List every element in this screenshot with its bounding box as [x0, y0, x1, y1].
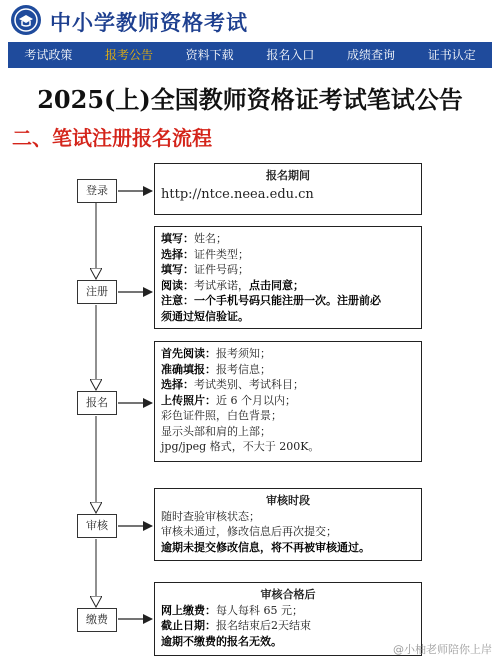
site-title: 中小学教师资格考试 — [50, 11, 248, 35]
review-warning: 逾期未提交修改信息，将不再被审核通过。 — [161, 540, 370, 554]
watermark: @小柚老师陪你上岸 — [393, 643, 492, 656]
section-title: 二、笔试注册报名流程 — [12, 126, 212, 150]
registration-url: http://ntce.neea.edu.cn — [161, 186, 314, 202]
payment-title: 审核合格后 — [260, 588, 316, 601]
nav-item-registration[interactable]: 报名入口 — [266, 48, 315, 62]
info-box-apply — [154, 341, 422, 462]
payment-warning: 逾期不缴费的报名无效。 — [161, 634, 282, 648]
payment-line: 网上缴费：每人每科 65 元； — [161, 603, 303, 617]
apply-line: 上传照片：近 6 个月以内； — [161, 393, 296, 407]
review-line: 审核未通过，修改信息后再次提交； — [161, 525, 337, 538]
apply-line: 准确填报：报考信息； — [161, 362, 271, 376]
info-box-register — [154, 226, 422, 329]
apply-line: 显示头部和肩的上部； — [161, 424, 271, 438]
register-line: 选择：证件类型； — [161, 247, 249, 261]
info-box-review — [154, 488, 422, 561]
register-note: 注意：一个手机号码只能注册一次。注册前必 — [161, 294, 381, 307]
page-title: 2025(上)全国教师资格证考试笔试公告 — [37, 85, 463, 114]
register-line: 阅读：考试承诺，点击同意； — [161, 278, 304, 292]
apply-line: jpg/jpeg 格式，不大于 200K。 — [161, 440, 320, 453]
review-line: 随时查验审核状态； — [161, 509, 260, 523]
step-payment: 缴费 — [77, 608, 117, 632]
info-box-login — [154, 163, 422, 215]
horizontal-arrows — [118, 191, 152, 619]
register-note: 须通过短信验证。 — [161, 309, 249, 323]
review-period-title: 审核时段 — [266, 494, 310, 507]
step-login: 登录 — [77, 179, 117, 203]
apply-line: 首先阅读：报考须知； — [161, 347, 271, 360]
nav-item-scores[interactable]: 成绩查询 — [347, 48, 396, 62]
step-register: 注册 — [77, 280, 117, 304]
apply-line: 选择：考试类别、考试科目； — [161, 378, 304, 391]
payment-line: 截止日期：报名结束后2天结束 — [161, 619, 311, 632]
register-line: 填写：证件号码； — [161, 263, 249, 276]
step-apply: 报名 — [77, 391, 117, 415]
nav-item-certification[interactable]: 证书认定 — [427, 48, 476, 62]
step-review: 审核 — [77, 514, 117, 538]
apply-line: 彩色证件照，白色背景； — [161, 409, 282, 422]
nav-item-policy[interactable]: 考试政策 — [24, 48, 73, 62]
nav-item-downloads[interactable]: 资料下载 — [185, 48, 234, 62]
registration-period-title: 报名期间 — [266, 169, 310, 182]
info-box-payment — [154, 582, 422, 656]
nav-item-announcement[interactable]: 报考公告 — [105, 48, 154, 62]
register-line: 填写：姓名； — [161, 232, 227, 245]
